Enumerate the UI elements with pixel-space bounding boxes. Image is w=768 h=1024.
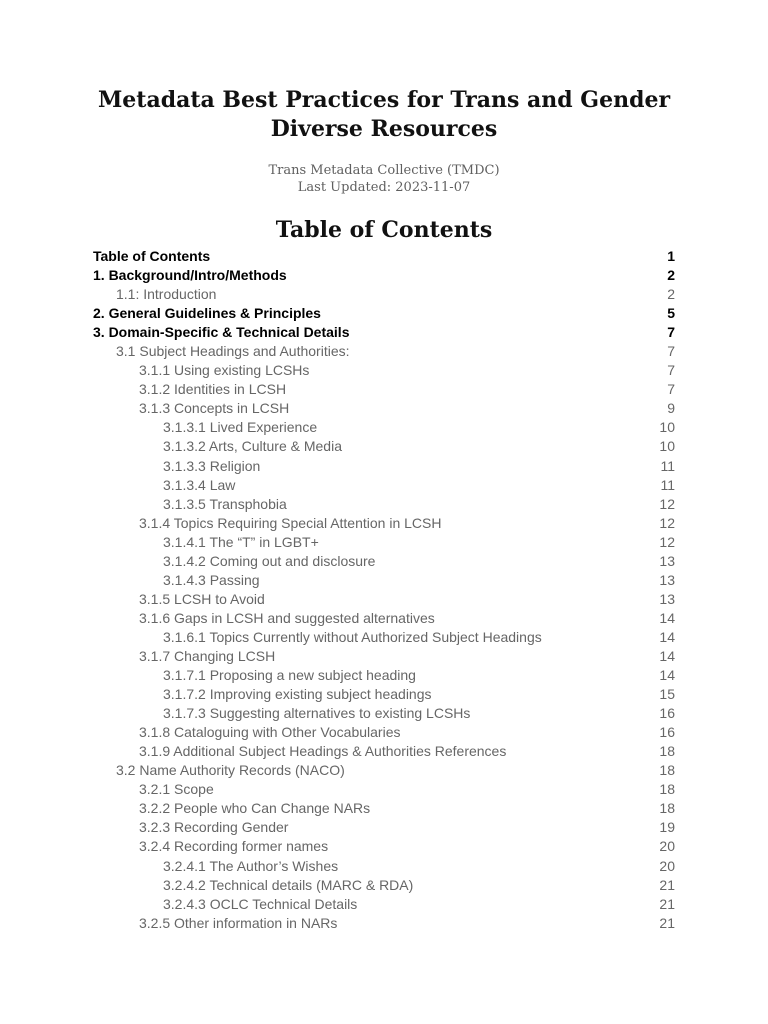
toc-entry-page-number: 20 — [659, 838, 675, 855]
toc-entry-page-number: 13 — [659, 590, 675, 607]
toc-entry-page-number: 11 — [660, 457, 675, 474]
toc-entry[interactable] — [93, 609, 675, 628]
toc-entry-label: 3.2.4 Recording former names — [139, 838, 329, 855]
document-title: Metadata Best Practices for Trans and Gender Diverse Resources — [97, 87, 671, 142]
toc-entry[interactable] — [93, 476, 675, 495]
toc-entry[interactable] — [93, 742, 675, 761]
toc-entry-label: 3.1.8 Cataloguing with Other Vocabularies — [139, 724, 401, 741]
toc-entry-label: 3.2 Name Authority Records (NACO) — [116, 762, 345, 779]
toc-entry-page-number: 7 — [667, 324, 675, 341]
toc-entry-label: 3.1.7.2 Improving existing subject headings — [163, 686, 432, 703]
toc-entry-page-number: 18 — [659, 762, 675, 779]
toc-entry-label: 3.1.6 Gaps in LCSH and suggested alternatives — [139, 609, 435, 626]
toc-entry-page-number: 11 — [660, 476, 675, 493]
toc-entry-page-number: 21 — [659, 914, 675, 931]
toc-entry-label: 3.2.4.1 The Author’s Wishes — [163, 857, 339, 874]
toc-entry-page-number: 5 — [667, 305, 675, 322]
toc-entry-label: 3. Domain-Specific & Technical Details — [93, 324, 350, 341]
toc-entry-label: 3.1.1 Using existing LCSHs — [139, 362, 310, 379]
toc-entry-page-number: 13 — [659, 552, 675, 569]
toc-entry-label: 3.2.3 Recording Gender — [139, 819, 289, 836]
toc-entry-page-number: 21 — [659, 895, 675, 912]
toc-entry-label: 3.1.9 Additional Subject Headings & Authorities References — [139, 743, 507, 760]
toc-entry-label: 3.2.4.3 OCLC Technical Details — [163, 895, 358, 912]
toc-entry[interactable] — [93, 457, 675, 476]
toc-entry-page-number: 16 — [659, 705, 675, 722]
toc-entry[interactable] — [93, 799, 675, 818]
toc-heading: Table of Contents — [275, 217, 493, 243]
toc-entry-page-number: 7 — [667, 343, 675, 360]
toc-entry-page-number: 18 — [659, 800, 675, 817]
toc-entry[interactable] — [93, 323, 675, 342]
table-of-contents — [93, 247, 675, 933]
toc-entry-page-number: 19 — [659, 819, 675, 836]
toc-entry[interactable] — [93, 647, 675, 666]
toc-entry[interactable] — [93, 818, 675, 837]
toc-entry-label: 3.1.7.1 Proposing a new subject heading — [163, 667, 416, 684]
toc-entry[interactable] — [93, 380, 675, 399]
toc-entry[interactable] — [93, 342, 675, 361]
toc-entry[interactable] — [93, 895, 675, 914]
toc-entry-label: 2. General Guidelines & Principles — [93, 305, 321, 322]
toc-entry-label: 3.1.4 Topics Requiring Special Attention in LCSH — [139, 514, 442, 531]
toc-entry-page-number: 7 — [667, 362, 675, 379]
toc-entry-page-number: 12 — [659, 533, 675, 550]
toc-entry-label: 1. Background/Intro/Methods — [93, 267, 287, 284]
toc-entry[interactable] — [93, 857, 675, 876]
toc-entry[interactable] — [93, 361, 675, 380]
toc-entry-label: 3.2.1 Scope — [139, 781, 214, 798]
toc-entry[interactable] — [93, 590, 675, 609]
toc-entry[interactable] — [93, 247, 675, 266]
toc-entry[interactable] — [93, 285, 675, 304]
toc-entry-page-number: 1 — [667, 248, 675, 264]
toc-entry-label: 3.2.4.2 Technical details (MARC & RDA) — [163, 876, 414, 893]
toc-entry[interactable] — [93, 723, 675, 742]
toc-entry-label: 3.1.4.2 Coming out and disclosure — [163, 552, 376, 569]
toc-entry-label: 3.2.5 Other information in NARs — [139, 914, 338, 931]
toc-entry-label: 3.1.6.1 Topics Currently without Authorized Subject Headings — [163, 628, 542, 645]
toc-entry-page-number: 7 — [667, 381, 675, 398]
toc-entry[interactable] — [93, 685, 675, 704]
toc-entry-label: 3.2.2 People who Can Change NARs — [139, 800, 371, 817]
toc-entry-page-number: 14 — [659, 667, 675, 684]
toc-entry[interactable] — [93, 495, 675, 514]
toc-entry-label: 3.1.3.3 Religion — [163, 457, 261, 474]
toc-entry-page-number: 10 — [659, 419, 675, 436]
toc-entry[interactable] — [93, 571, 675, 590]
toc-entry[interactable] — [93, 552, 675, 571]
toc-entry-label: Table of Contents — [93, 248, 211, 264]
toc-entry-page-number: 14 — [659, 647, 675, 664]
toc-entry-label: 3.1.3.2 Arts, Culture & Media — [163, 438, 342, 455]
toc-entry[interactable] — [93, 418, 675, 437]
toc-entry[interactable] — [93, 914, 675, 933]
toc-entry[interactable] — [93, 437, 675, 456]
toc-entry[interactable] — [93, 704, 675, 723]
document-author: Trans Metadata Collective (TMDC) — [268, 163, 500, 178]
toc-entry-page-number: 18 — [659, 781, 675, 798]
toc-entry-page-number: 2 — [667, 286, 675, 303]
toc-entry[interactable] — [93, 628, 675, 647]
toc-entry-page-number: 18 — [659, 743, 675, 760]
toc-entry-page-number: 21 — [659, 876, 675, 893]
toc-entry[interactable] — [93, 837, 675, 856]
toc-entry[interactable] — [93, 761, 675, 780]
toc-entry[interactable] — [93, 399, 675, 418]
toc-entry-page-number: 12 — [659, 514, 675, 531]
toc-entry[interactable] — [93, 266, 675, 285]
toc-entry-page-number: 14 — [659, 609, 675, 626]
toc-entry-label: 3.1 Subject Headings and Authorities: — [116, 343, 350, 360]
toc-entry[interactable] — [93, 666, 675, 685]
toc-entry-page-number: 2 — [667, 267, 675, 284]
toc-entry-page-number: 10 — [659, 438, 675, 455]
toc-entry-label: 1.1: Introduction — [116, 286, 217, 303]
toc-entry-page-number: 12 — [659, 495, 675, 512]
toc-entry-label: 3.1.4.1 The “T” in LGBT+ — [163, 533, 319, 550]
toc-entry-page-number: 15 — [659, 686, 675, 703]
toc-entry-label: 3.1.2 Identities in LCSH — [139, 381, 287, 398]
toc-entry-label: 3.1.4.3 Passing — [163, 571, 260, 588]
toc-entry-label: 3.1.3 Concepts in LCSH — [139, 400, 290, 417]
toc-entry-page-number: 20 — [659, 857, 675, 874]
toc-entry-label: 3.1.3.1 Lived Experience — [163, 419, 318, 436]
toc-entry-page-number: 14 — [659, 628, 675, 645]
toc-entry-label: 3.1.7 Changing LCSH — [139, 647, 276, 664]
toc-entry-page-number: 13 — [659, 571, 675, 588]
toc-entry-label: 3.1.5 LCSH to Avoid — [139, 590, 265, 607]
toc-entry[interactable] — [93, 304, 675, 323]
toc-entry[interactable] — [93, 876, 675, 895]
toc-entry-label: 3.1.3.4 Law — [163, 476, 236, 493]
toc-entry[interactable] — [93, 514, 675, 533]
toc-entry-page-number: 9 — [667, 400, 675, 417]
toc-entry-page-number: 16 — [659, 724, 675, 741]
toc-entry-label: 3.1.3.5 Transphobia — [163, 495, 287, 512]
last-updated: Last Updated: 2023-11-07 — [297, 180, 471, 195]
toc-entry[interactable] — [93, 533, 675, 552]
toc-entry[interactable] — [93, 780, 675, 799]
toc-entry-label: 3.1.7.3 Suggesting alternatives to existing LCSHs — [163, 705, 471, 722]
